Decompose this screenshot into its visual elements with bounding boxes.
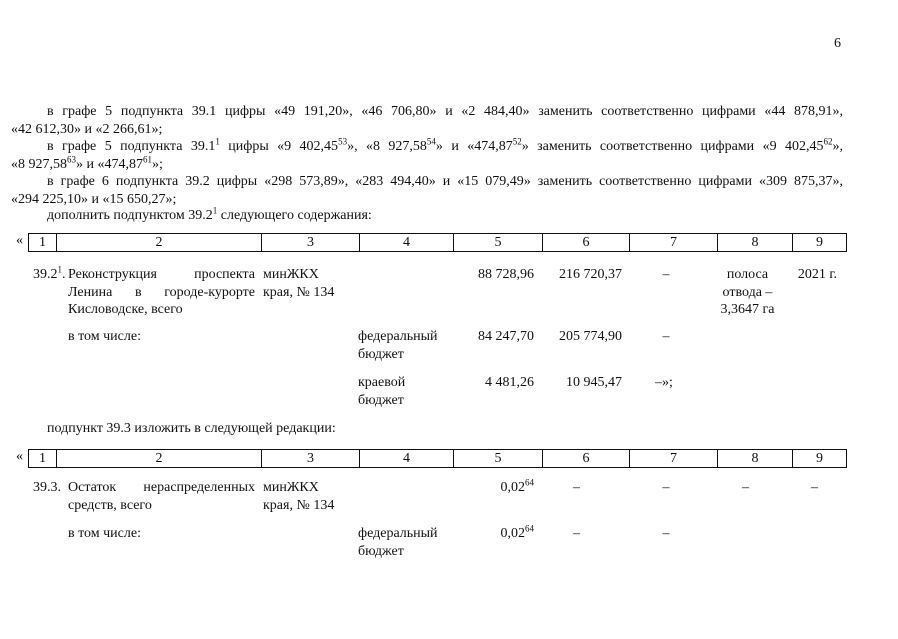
paragraph-2 bbox=[11, 138, 843, 173]
row-organization: минЖКХ края, № 134 bbox=[263, 267, 335, 300]
row-organization: минЖКХ края, № 134 bbox=[263, 480, 335, 513]
row-number: 39.2$^1$. bbox=[33, 264, 66, 282]
row-col5: 88 728,96 bbox=[478, 267, 534, 282]
table-header-1 bbox=[28, 233, 847, 252]
page-number: 6 bbox=[834, 36, 841, 51]
column-header-7: 7 bbox=[630, 234, 718, 252]
superscript: 1 bbox=[212, 205, 218, 216]
column-header-9: 9 bbox=[793, 450, 847, 468]
sub-col6: 205 774,90 bbox=[559, 329, 622, 344]
sub-col7: – bbox=[662, 526, 670, 541]
sub-col7: –»; bbox=[655, 375, 673, 390]
row-col8: – bbox=[742, 480, 749, 495]
row-name: Остаток нераспределенных средств, всего bbox=[68, 480, 255, 513]
table-header-2 bbox=[28, 449, 847, 468]
column-header-7: 7 bbox=[630, 450, 718, 468]
column-header-2: 2 bbox=[57, 234, 262, 252]
sub-col5: 4 481,26 bbox=[485, 375, 534, 390]
sub-col7: – bbox=[662, 329, 670, 344]
paragraph-3-line-1: в графе 6 подпункта 39.2 цифры «298 573,89», «283 494,40» и «15 079,49» заменить соответственно цифрами «309 875,37», bbox=[47, 174, 843, 189]
paragraph-1-line-1: в графе 5 подпункта 39.1 цифры «49 191,20», «46 706,80» и «2 484,40» заменить соответственно цифрами «44 878,91», bbox=[47, 104, 843, 119]
text: дополнить подпунктом 39.2 bbox=[47, 208, 213, 223]
row-name: Реконструкция проспекта Ленина в городе-курорте Кисловодске, всего bbox=[68, 267, 255, 317]
text: » и «474,87 bbox=[76, 156, 143, 172]
column-header-8: 8 bbox=[718, 234, 793, 252]
column-header-3: 3 bbox=[262, 234, 360, 252]
superscript: 61 bbox=[143, 153, 152, 164]
row-col6: 216 720,37 bbox=[559, 267, 622, 282]
paragraph-1 bbox=[11, 103, 843, 138]
row-number: 39.3. bbox=[33, 480, 61, 495]
sub-source: федеральный бюджет bbox=[358, 329, 438, 362]
row-col5: 0,02$^{64}$ bbox=[500, 477, 534, 495]
column-header-6: 6 bbox=[543, 450, 630, 468]
column-header-1: 1 bbox=[29, 450, 57, 468]
text: », «8 927,58 bbox=[347, 139, 427, 154]
paragraph-1-line-2: «42 612,30» и «2 266,61»; bbox=[11, 121, 163, 137]
row-col7: – bbox=[662, 267, 670, 282]
superscript: 63 bbox=[67, 153, 76, 164]
text: »; bbox=[152, 156, 163, 172]
sub-source: краевой бюджет bbox=[358, 375, 406, 408]
column-header-5: 5 bbox=[454, 234, 543, 252]
open-quote: « bbox=[16, 449, 23, 464]
paragraph-2-line-1 bbox=[11, 138, 843, 156]
text: в графе 5 подпункта 39.1 bbox=[47, 139, 216, 154]
paragraph-3 bbox=[11, 173, 843, 208]
row-col9: 2021 г. bbox=[797, 267, 837, 282]
row-col6: – bbox=[573, 480, 580, 495]
sub-col5: 84 247,70 bbox=[478, 329, 534, 344]
sub-col6: 10 945,47 bbox=[566, 375, 622, 390]
open-quote: « bbox=[16, 233, 23, 248]
column-header-9: 9 bbox=[793, 234, 847, 252]
row-col9: – bbox=[811, 480, 818, 495]
superscript: 53 bbox=[338, 136, 348, 147]
superscript: 1 bbox=[215, 136, 220, 147]
text: », bbox=[832, 139, 843, 154]
superscript: 52 bbox=[512, 136, 522, 147]
paragraph-5: подпункт 39.3 изложить в следующей редакции: bbox=[47, 421, 336, 436]
paragraph-2-line-2 bbox=[11, 153, 843, 174]
sub-col6: – bbox=[573, 526, 580, 541]
superscript: 54 bbox=[426, 136, 436, 147]
row-col8: полоса отвода – 3,3647 га bbox=[720, 267, 775, 317]
sub-label: в том числе: bbox=[68, 329, 141, 344]
column-header-8: 8 bbox=[718, 450, 793, 468]
column-header-6: 6 bbox=[543, 234, 630, 252]
text: цифры «9 402,45 bbox=[219, 139, 339, 154]
sub-col5: 0,02$^{64}$ bbox=[500, 523, 534, 541]
paragraph-4 bbox=[11, 207, 843, 225]
text: » заменить соответственно цифрами «9 402,45 bbox=[521, 139, 824, 154]
column-header-1: 1 bbox=[29, 234, 57, 252]
column-header-4: 4 bbox=[360, 450, 454, 468]
text: следующего содержания: bbox=[217, 208, 372, 223]
text: «8 927,58 bbox=[11, 156, 67, 172]
paragraph-3-line-2: «294 225,10» и «15 650,27»; bbox=[11, 191, 177, 207]
sub-label: в том числе: bbox=[68, 526, 141, 541]
superscript: 62 bbox=[823, 136, 833, 147]
text: » и «474,87 bbox=[435, 139, 513, 154]
row-col7: – bbox=[662, 480, 670, 495]
sub-source: федеральный бюджет bbox=[358, 526, 438, 559]
column-header-5: 5 bbox=[454, 450, 543, 468]
column-header-4: 4 bbox=[360, 234, 454, 252]
column-header-2: 2 bbox=[57, 450, 262, 468]
column-header-3: 3 bbox=[262, 450, 360, 468]
